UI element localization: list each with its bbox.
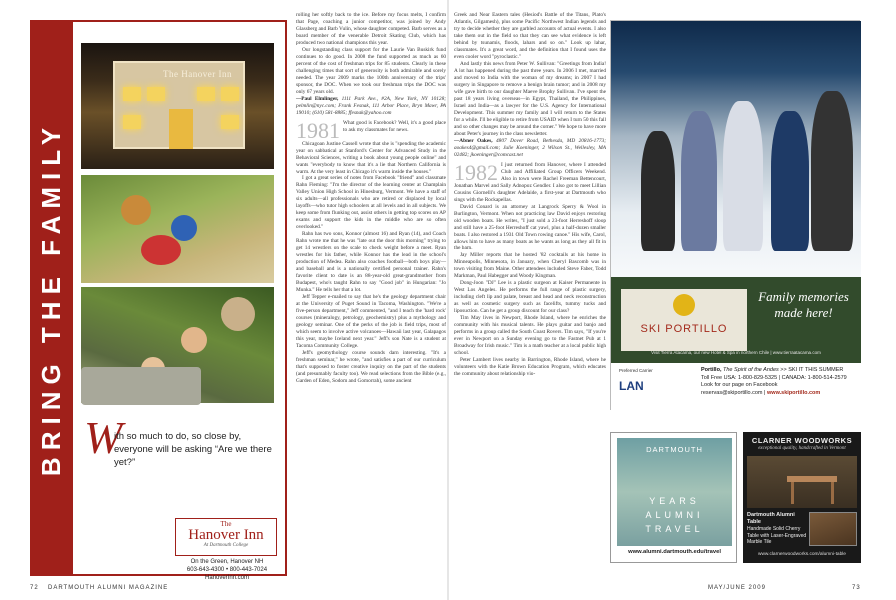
ski-portillo-ad[interactable] (610, 20, 860, 410)
signoff-name: —Paul Elmlinger, (296, 95, 339, 102)
portillo-name: Portillo, (701, 367, 722, 373)
table-photo (747, 456, 857, 508)
paragraph: I got a great series of notes from Facebook "friend" and classmate Rahn Fleming: "I'm the director of the learning center at Champlain Valley Union High School in Hinesburg, Vermont. We have a staff of six adults—all professionals who are retired or displaced by local layoffs—who tutor high schoolers at all levels and in all subjects. We keep some from flunking out, assist others in getting top scores on AP exams and support the kids in the middle who are so often overlooked." (296, 175, 446, 231)
tierra-atacama-note: Visit Tierra Atacama, our new Hotel & Spa in northern Chile | www.tierraatacama.com (651, 350, 821, 355)
paragraph: Rahn has two sons, Konnor (almost 16) and Ryan (14), and Coach Rahn wrote me that he was "late out the door this morning" trying to get 14 wrestlers on the scale to check weight before a meet. Ryan wrestles for his father, while Konnor has the lead in the school's production of Medea. Rahn also coaches football—both boys play—and baseball and is a nationally certified personal trainer. Rahn's favorite client to date is an 88-year-old great-grandmother from Budapest, who's taught Rahn to say "Good job" in Hungarian: "Jo Munka." He tells her that a lot. (296, 231, 446, 294)
travel-url[interactable]: www.alumni.dartmouth.edu/travel (628, 549, 721, 555)
paragraph: Peter Lambert lives nearby in Barrington, Rhode Island, where he volunteers with the Katie Brown Education Program, which educates the community about relationship vio- (454, 357, 606, 378)
ski-tagline: Family memories made here! (758, 289, 849, 321)
inn-vertical-stripe (30, 20, 73, 576)
inn-contact (175, 559, 279, 582)
travel-travel: TRAVEL (645, 524, 704, 534)
portillo-website[interactable]: www.skiportillo.com (767, 390, 821, 397)
travel-artwork (617, 438, 732, 546)
kids-fountain-photo (80, 286, 275, 404)
left-page-number: 72 (30, 585, 39, 591)
product-description: Handmade Solid Cherry Table with Laser-Engraved Marble Tile (747, 526, 807, 546)
inn-facade (113, 61, 245, 149)
class-notes-column-1 (296, 12, 446, 574)
ski-brand: SKI PORTILLO (640, 323, 728, 335)
woodworks-title: CLARNER WOODWORKS (751, 436, 853, 445)
class-notes-column-2 (454, 12, 606, 574)
portillo-title: The Spirit of the Andes (723, 367, 779, 373)
portillo-email[interactable]: reservas@skiportillo.com | (701, 390, 766, 397)
paragraph: Jay Miller reports that he hosted '82 cocktails at his home in Minneapolis, Minnesota, in January, when Cheryl Bascomb was in town visiting from Maine. Other attendees included Steve Faber, Todd Markman, Paul Habegger and Woody Kingman. (454, 252, 606, 280)
toll-free: Toll Free USA: 1-800-829-5325 | CANADA: 1-800-514-2579 (701, 374, 847, 381)
class-year-1981: 1981 (296, 117, 340, 143)
inn-headline-block (84, 412, 284, 495)
class-year-1982: 1982 (454, 159, 498, 185)
inn-address: On the Green, Hanover NH (190, 559, 264, 565)
lan-airline-logo: LAN (619, 379, 644, 393)
travel-alumni: ALUMNI (645, 510, 704, 520)
ski-contact-panel (611, 363, 861, 411)
ski-info (701, 367, 859, 398)
inn-headline: ith so much to do, so close by, everyone will be asking “Are we there yet?” (114, 431, 272, 468)
facebook-line: Look for our page on Facebook (701, 382, 778, 389)
logo-the: The (220, 520, 232, 528)
paragraph: And lastly this news from Peter W. Sullivan: "Greetings from India! A lot has happened during the past three years. In 2006 I met, married and moved to India with the woman of my dreams; in 2007 I had surgery in Singapore to remove a benign brain tumor; and in 2008 my wife gave birth to our daughter Maeve Brophy Sullivan. I've spent the past 18 years living overseas—in Egypt, Thailand, the Philippines, Israel and India—as a lawyer for the U.S. Agency for International Development. This summer my family and I will return to the States for a while. I'll be eligible to retire from USAID when I turn 50 this fall and so other changes may be around the corner." We hope to have more about Peter's journey in the class newsletter. (454, 60, 606, 137)
paragraph: Dong-Joon "DJ" Lee is a plastic surgeon at Kaiser Permanente in West Los Angeles. He performs the full range of plastic surgery, including cleft lip and palate, breast and head and neck reconstruction as well as cosmetic surgery such as facelifts, tummy tucks and liposuction. Can he get a group discount for our class? (454, 280, 606, 315)
hanover-inn-logo[interactable] (175, 518, 277, 556)
spread-gutter (447, 0, 449, 600)
paragraph: I just returned from Hanover, where I attended Club and Affiliated Group Officers Weekend. Also in town were Rachel Freeman Bettencourt, Jonathan Marvel and Sally Adnopoz Gendler. I also got to meet Lillian Cousins Giornelli's daughter Adelaide, a first-year at Dartmouth who sings with the Rockapellas. (454, 161, 606, 203)
logo-name: Hanover Inn (188, 527, 264, 543)
signoff-address: 4807 Dover Road, Bethesda, MD 20816-1773; aoakes4@gmail.com; Julie Koeninger, 2 Wilson St., Wellesley, MA 02482; jkoeninger@comcast.net (454, 137, 606, 158)
product-name: Dartmouth Alumni Table (747, 512, 795, 526)
right-page-number: 73 (852, 585, 861, 591)
travel-years: YEARS (649, 496, 700, 506)
woodworks-subtitle: exceptional quality, handcrafted in Vermont (758, 446, 846, 451)
paragraph: rolling her softly back to the ice. Before my focus melts, I confirm that Page, coaching a junior competitor, was joined by Andy Glassberg and Barb Vulin, whose daughter competed. Barb serves as a board member of the venerable Detroit Skating Club, which has produced two national champions this year. (296, 12, 446, 46)
travel-dartmouth: DARTMOUTH (646, 445, 703, 454)
paragraph: Chicagoan Justine Cassell wrote that she is "spending the academic year on sabbatical at Stanford's Center for Advanced Study in the Behavioral Sciences, writing a book about young people online" and wants "everybody to know that it's a lie that Northern California is warm. At the very least in Chicago it's warm inside the houses." (296, 140, 446, 175)
magazine-title: DARTMOUTH ALUMNI MAGAZINE (48, 585, 169, 591)
preferred-carrier-label: Preferred Carrier (619, 368, 653, 373)
alumni-travel-ad[interactable] (610, 432, 737, 563)
woodworks-product (747, 512, 807, 546)
portillo-dates: >> SKI IT THIS SUMMER (780, 367, 844, 373)
woodworks-url[interactable]: www.clarnerwoodworks.com/alumni-table (758, 552, 846, 557)
inn-phones: 603-643-4300 • 800-443-7024 (186, 566, 268, 573)
headline-dropcap: W (84, 412, 123, 463)
paragraph: Jeff's geomythology course sounds darn interesting. "It's a freshman seminar," he wrote, "and satisfies a part of our curriculum that's supposed to foster creative inquiry on the part of the students (and presumably faculty too). We read selections from the Bible (e.g., Garden of Eden, Sodom and Gomorrah), some ancient (296, 350, 446, 385)
inn-sign: The Hanover Inn (163, 69, 232, 79)
family-ski-photo (611, 21, 861, 277)
paragraph: Greek and Near Eastern tales (Hesiod's Battle of the Titans, Plato's Atlantis, Gilgamesh), plus some Pacific Northwest Indian legends and try to decide whether they are garbled accounts of actual events. I also take them out in the field so that they can see what evidence is left behind by tsunamis, floods, lahars and so on." Look up lahar, classmates. It's a great word, and the definition that I found uses the even cooler word "pyroclastic." (454, 12, 606, 60)
paragraph: Our longstanding class support for the Laurie Van Buskirk fund continues to do good. In 2008 the fund supported as much as 60 percent of the cost of freshman trips for 85 students. Clearly in these challenging times that sort of generosity is both admirable and sorely needed. The year 2009 marks the 100th anniversary of the trips' sponsor, the DOC. When we took our freshman trips the DOC was only 67 years old. (296, 46, 446, 95)
paragraph: Jeff Tepper e-mailed to say that he's the geology department chair at the University of Puget Sound in Tacoma, Washington. "We're a five-person department," Jeff commented, "and I teach the 'hard rock' courses (mineralogy, petrology, geochemistry) plus a mythology and geology seminar. One of the perks of the job is field trips, most of which seem to involve active volcanoes—Hawaii last year, Galapagos this year, maybe Iceland next year." Jeff's son Nate is a student at Tacoma Community College. (296, 294, 446, 350)
logo-sub: At Dartmouth College (203, 543, 249, 548)
family-lawn-photo (80, 174, 313, 443)
paragraph: David Conard is an attorney at Langrock Sperry & Wool in Burlington, Vermont. When not practicing law David enjoys restoring old wooden boats. He writes, "I just sold a 23-foot Herreshoff sloop and still have a 25-foot Herreshoff cat yawl, plus a half-dozen smaller boats. I also restored a 1931 Old Town rowing canoe." His wife, Carol, allows him to have as many boats as he wants as long as they all fit in the barn. (454, 203, 606, 252)
paragraph: What good is Facebook? Well, it's a good place to ask my classmates for news. (343, 119, 446, 133)
bring-the-family-slogan: BRING THE FAMILY (36, 120, 67, 476)
paragraph: Tim May lives in Newport, Rhode Island, where he enriches the community with his musical talents. He plays guitar and banjo and performs in a group called the South Coast Rovers. Tim says, "If you're ever in Newport on a Sunday evening go to the Fastnet Pub at 1 Broadway for Irish music." Tim is a math teacher at a local public high school. (454, 315, 606, 357)
photo-credit: Photos by Matthew Rokoff (308, 399, 313, 443)
table-detail-photo (809, 512, 857, 546)
inn-website[interactable]: HanoverInn.com (204, 574, 250, 581)
issue-date: MAY/JUNE 2009 (708, 585, 766, 591)
ski-portillo-logo (621, 289, 747, 351)
hanover-inn-night-photo (80, 42, 275, 170)
clarner-woodworks-ad[interactable] (743, 432, 861, 563)
signoff-address: 1111 Park Ave., #2A, New York, NY 10128; pelmlin@nyc.com; Frank Fesnak, 111 Arbor Place, Bryn Mawr, PA 19010; (610) 581-8885; ffesnak@yahoo.com (296, 95, 446, 116)
sun-icon (673, 294, 695, 316)
signoff-name: —Abner Oakes, (454, 137, 493, 144)
